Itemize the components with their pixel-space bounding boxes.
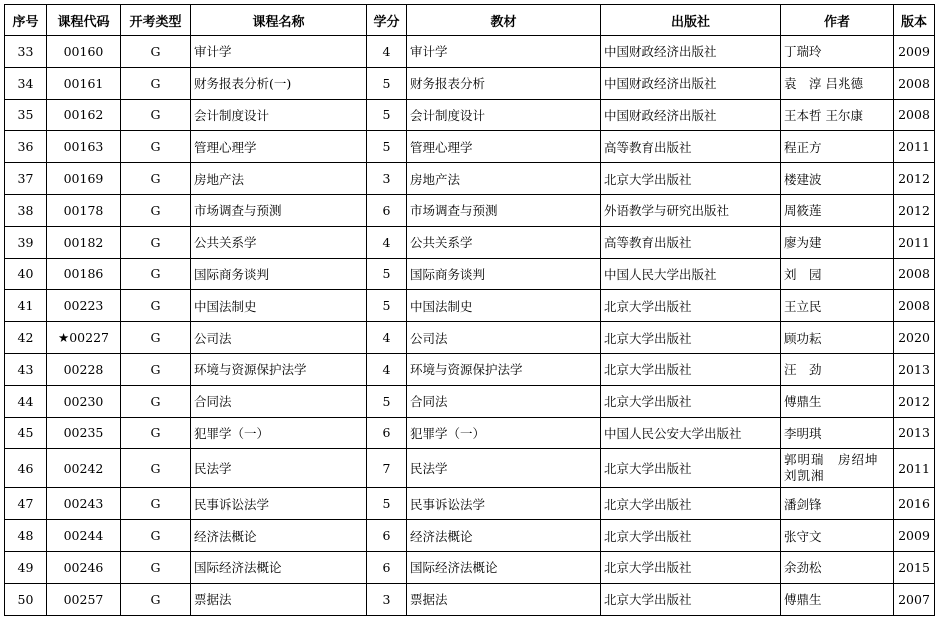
cell-type: G [121,520,191,552]
cell-author: 张守文 [781,520,894,552]
table-row [5,163,935,195]
cell-textbook: 民事诉讼法学 [407,488,601,520]
cell-seq: 43 [5,353,47,385]
table-row [5,258,935,290]
table-row [5,520,935,552]
cell-seq: 39 [5,226,47,258]
cell-credit: 5 [367,385,407,417]
cell-credit: 5 [367,290,407,322]
cell-textbook: 中国法制史 [407,290,601,322]
cell-author: 李明琪 [781,417,894,449]
cell-seq: 44 [5,385,47,417]
cell-type: G [121,194,191,226]
cell-publisher: 北京大学出版社 [601,551,781,583]
cell-name: 犯罪学（一） [191,417,367,449]
cell-seq: 40 [5,258,47,290]
cell-edition: 2008 [894,67,935,99]
cell-author: 顾功耘 [781,322,894,354]
cell-author: 廖为建 [781,226,894,258]
cell-publisher: 北京大学出版社 [601,449,781,488]
cell-seq: 37 [5,163,47,195]
cell-type: G [121,99,191,131]
cell-credit: 5 [367,488,407,520]
course-textbook-table [4,4,935,616]
cell-name: 管理心理学 [191,131,367,163]
cell-edition: 2015 [894,551,935,583]
cell-name: 经济法概论 [191,520,367,552]
cell-name: 房地产法 [191,163,367,195]
cell-textbook: 国际经济法概论 [407,551,601,583]
cell-code: 00246 [47,551,121,583]
cell-credit: 6 [367,520,407,552]
header-edition: 版本 [894,5,935,36]
cell-seq: 49 [5,551,47,583]
cell-textbook: 财务报表分析 [407,67,601,99]
cell-credit: 3 [367,583,407,615]
cell-edition: 2012 [894,385,935,417]
table-row [5,322,935,354]
cell-type: G [121,258,191,290]
cell-seq: 35 [5,99,47,131]
cell-code: 00228 [47,353,121,385]
cell-author: 刘 园 [781,258,894,290]
cell-edition: 2011 [894,449,935,488]
table-row [5,385,935,417]
header-code: 课程代码 [47,5,121,36]
cell-edition: 2012 [894,163,935,195]
cell-author: 傅鼎生 [781,385,894,417]
cell-credit: 6 [367,551,407,583]
cell-name: 会计制度设计 [191,99,367,131]
cell-credit: 3 [367,163,407,195]
cell-type: G [121,417,191,449]
table-row [5,551,935,583]
table-row [5,353,935,385]
cell-edition: 2008 [894,258,935,290]
cell-credit: 5 [367,258,407,290]
cell-type: G [121,36,191,68]
cell-credit: 5 [367,131,407,163]
cell-publisher: 北京大学出版社 [601,163,781,195]
header-author: 作者 [781,5,894,36]
cell-textbook: 经济法概论 [407,520,601,552]
cell-edition: 2013 [894,417,935,449]
table-row [5,99,935,131]
cell-edition: 2012 [894,194,935,226]
cell-credit: 6 [367,194,407,226]
cell-publisher: 北京大学出版社 [601,322,781,354]
cell-type: G [121,131,191,163]
cell-author: 周筱莲 [781,194,894,226]
table-body [5,36,935,616]
header-seq: 序号 [5,5,47,36]
cell-seq: 46 [5,449,47,488]
cell-name: 公共关系学 [191,226,367,258]
cell-edition: 2008 [894,290,935,322]
cell-name: 国际商务谈判 [191,258,367,290]
cell-code: 00186 [47,258,121,290]
table-row [5,194,935,226]
cell-author: 丁瑞玲 [781,36,894,68]
cell-textbook: 管理心理学 [407,131,601,163]
cell-textbook: 审计学 [407,36,601,68]
table-row [5,67,935,99]
cell-author: 王本哲 王尔康 [781,99,894,131]
cell-textbook: 环境与资源保护法学 [407,353,601,385]
table-row [5,417,935,449]
cell-type: G [121,353,191,385]
cell-author: 余劲松 [781,551,894,583]
cell-textbook: 票据法 [407,583,601,615]
cell-author: 郭明瑞 房绍坤 刘凯湘 [781,449,894,488]
table-header [5,5,935,36]
header-textbook: 教材 [407,5,601,36]
cell-type: G [121,385,191,417]
cell-name: 中国法制史 [191,290,367,322]
cell-publisher: 北京大学出版社 [601,385,781,417]
cell-publisher: 北京大学出版社 [601,488,781,520]
cell-name: 票据法 [191,583,367,615]
cell-name: 民法学 [191,449,367,488]
table-row [5,36,935,68]
cell-publisher: 高等教育出版社 [601,131,781,163]
cell-author: 潘剑锋 [781,488,894,520]
table-row [5,290,935,322]
cell-code: 00257 [47,583,121,615]
cell-type: G [121,322,191,354]
cell-code: ★00227 [47,322,121,354]
cell-publisher: 中国财政经济出版社 [601,36,781,68]
header-name: 课程名称 [191,5,367,36]
cell-author: 王立民 [781,290,894,322]
cell-publisher: 北京大学出版社 [601,583,781,615]
cell-credit: 5 [367,99,407,131]
cell-edition: 2011 [894,226,935,258]
cell-code: 00178 [47,194,121,226]
cell-code: 00223 [47,290,121,322]
cell-textbook: 合同法 [407,385,601,417]
cell-textbook: 会计制度设计 [407,99,601,131]
cell-edition: 2008 [894,99,935,131]
cell-code: 00242 [47,449,121,488]
cell-author: 汪 劲 [781,353,894,385]
cell-code: 00160 [47,36,121,68]
cell-name: 国际经济法概论 [191,551,367,583]
cell-seq: 48 [5,520,47,552]
cell-name: 审计学 [191,36,367,68]
header-credit: 学分 [367,5,407,36]
table-row [5,488,935,520]
cell-textbook: 市场调查与预测 [407,194,601,226]
cell-credit: 4 [367,226,407,258]
cell-type: G [121,290,191,322]
cell-author: 程正方 [781,131,894,163]
cell-seq: 42 [5,322,47,354]
cell-author: 袁 淳 吕兆德 [781,67,894,99]
cell-code: 00230 [47,385,121,417]
cell-author: 傅鼎生 [781,583,894,615]
cell-textbook: 房地产法 [407,163,601,195]
cell-name: 公司法 [191,322,367,354]
cell-name: 市场调查与预测 [191,194,367,226]
cell-edition: 2016 [894,488,935,520]
table-row [5,226,935,258]
cell-publisher: 北京大学出版社 [601,353,781,385]
cell-seq: 47 [5,488,47,520]
header-publisher: 出版社 [601,5,781,36]
cell-seq: 45 [5,417,47,449]
cell-edition: 2009 [894,36,935,68]
cell-edition: 2013 [894,353,935,385]
cell-edition: 2020 [894,322,935,354]
cell-textbook: 公共关系学 [407,226,601,258]
cell-code: 00162 [47,99,121,131]
cell-seq: 41 [5,290,47,322]
cell-seq: 38 [5,194,47,226]
cell-publisher: 外语教学与研究出版社 [601,194,781,226]
cell-credit: 6 [367,417,407,449]
cell-publisher: 中国财政经济出版社 [601,67,781,99]
cell-publisher: 中国人民大学出版社 [601,258,781,290]
cell-credit: 4 [367,322,407,354]
cell-textbook: 国际商务谈判 [407,258,601,290]
cell-type: G [121,583,191,615]
cell-code: 00244 [47,520,121,552]
cell-code: 00182 [47,226,121,258]
cell-edition: 2011 [894,131,935,163]
cell-textbook: 民法学 [407,449,601,488]
cell-publisher: 高等教育出版社 [601,226,781,258]
cell-name: 财务报表分析(一) [191,67,367,99]
cell-textbook: 公司法 [407,322,601,354]
cell-type: G [121,67,191,99]
cell-code: 00163 [47,131,121,163]
cell-edition: 2009 [894,520,935,552]
header-type: 开考类型 [121,5,191,36]
cell-publisher: 北京大学出版社 [601,290,781,322]
cell-credit: 4 [367,353,407,385]
cell-author: 楼建波 [781,163,894,195]
cell-code: 00169 [47,163,121,195]
cell-seq: 36 [5,131,47,163]
cell-publisher: 中国人民公安大学出版社 [601,417,781,449]
table-row [5,583,935,615]
cell-credit: 5 [367,67,407,99]
cell-edition: 2007 [894,583,935,615]
cell-type: G [121,226,191,258]
cell-type: G [121,163,191,195]
table-row [5,449,935,488]
cell-name: 民事诉讼法学 [191,488,367,520]
cell-publisher: 中国财政经济出版社 [601,99,781,131]
table-row [5,131,935,163]
cell-textbook: 犯罪学（一） [407,417,601,449]
cell-seq: 33 [5,36,47,68]
cell-code: 00161 [47,67,121,99]
cell-name: 合同法 [191,385,367,417]
cell-seq: 34 [5,67,47,99]
cell-code: 00243 [47,488,121,520]
cell-credit: 7 [367,449,407,488]
cell-code: 00235 [47,417,121,449]
cell-type: G [121,488,191,520]
cell-name: 环境与资源保护法学 [191,353,367,385]
cell-seq: 50 [5,583,47,615]
cell-publisher: 北京大学出版社 [601,520,781,552]
cell-type: G [121,449,191,488]
cell-credit: 4 [367,36,407,68]
cell-type: G [121,551,191,583]
